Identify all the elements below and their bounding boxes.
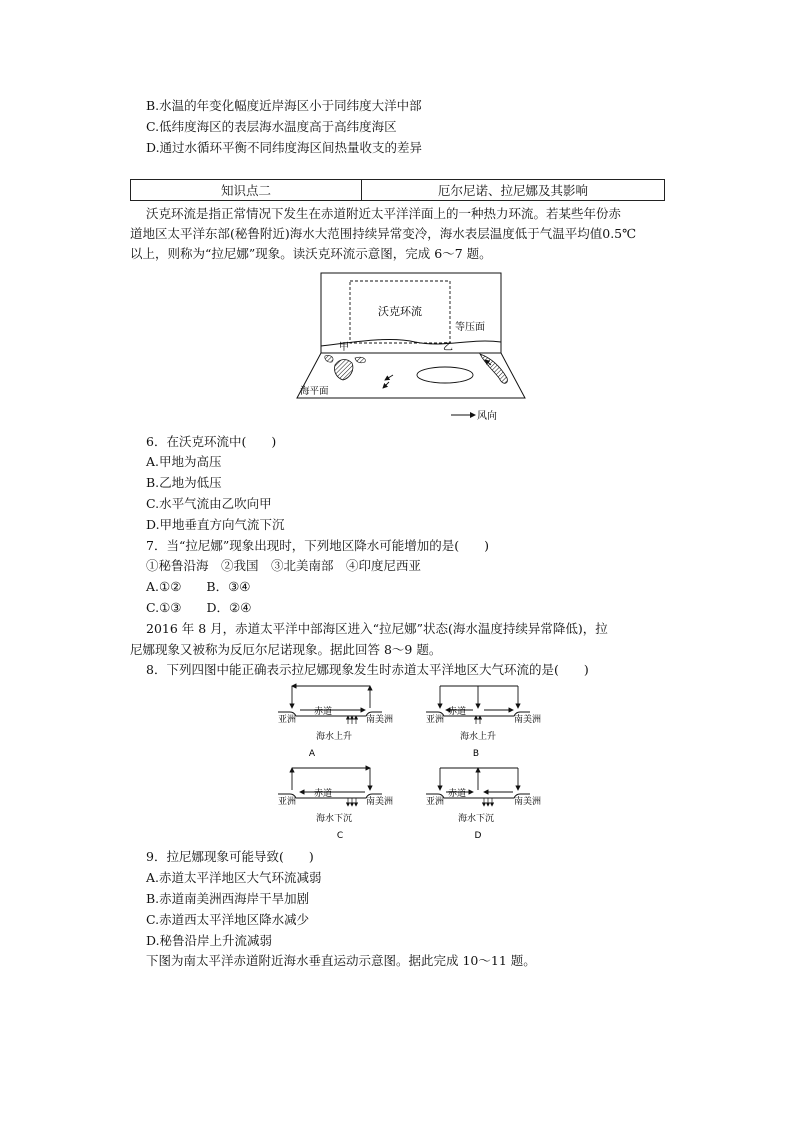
q7-options-cd: C.①③ D．②④ — [146, 600, 252, 615]
q9-option-d: D.秘鲁沿岸上升流减弱 — [146, 933, 273, 948]
walker-intro-line-3: 以上，则称为“拉尼娜”现象。读沃克环流示意图，完成 6～7 题。 — [130, 246, 492, 261]
knowledge-point-label: 知识点二 — [131, 180, 362, 200]
svg-text:亚洲: 亚洲 — [426, 715, 445, 725]
jia-label: 甲 — [339, 342, 349, 353]
q9-option-a: A.赤道太平洋地区大气环流减弱 — [146, 870, 322, 885]
q5-option-d: D.通过水循环平衡不同纬度海区间热量收支的差异 — [146, 140, 423, 155]
q6-option-a: A.甲地为高压 — [146, 454, 222, 469]
sinking-label: 海水下沉 — [316, 814, 353, 824]
q7-items: ①秘鲁沿海 ②我国 ③北美南部 ④印度尼西亚 — [146, 558, 422, 573]
australia-landmass — [334, 359, 352, 380]
ocean-current-loop — [417, 367, 473, 383]
q8-diagrams — [270, 680, 560, 845]
svg-text:赤道: 赤道 — [314, 789, 333, 799]
knowledge-point-topic: 厄尔尼诺、拉尼娜及其影响 — [437, 183, 588, 198]
q7-options-ab: A.①② B．③④ — [146, 579, 251, 594]
svg-text:海水下沉: 海水下沉 — [458, 814, 495, 824]
walker-circulation-figure — [295, 270, 535, 425]
walker-intro-line-1: 沃克环流是指正常情况下发生在赤道附近太平洋洋面上的一种热力环流。若某些年份赤 — [146, 206, 622, 221]
asia-islands — [325, 355, 333, 362]
q6-stem: 6．在沃克环流中( ) — [146, 434, 277, 449]
diagram-b-letter: B — [472, 749, 480, 759]
svg-text:南美洲: 南美洲 — [514, 797, 542, 807]
q8-stem: 8．下列四图中能正确表示拉尼娜现象发生时赤道太平洋地区大气环流的是( ) — [146, 662, 589, 677]
diagram-a-letter: A — [308, 749, 316, 759]
q9-option-c: C.赤道西太平洋地区降水减少 — [146, 912, 310, 927]
q7-stem: 7．当“拉尼娜”现象出现时，下列地区降水可能增加的是( ) — [146, 538, 489, 553]
south-america-label: 南美洲 — [366, 715, 394, 725]
walker-intro-line-2: 道地区太平洋东部(秘鲁附近)海水大范围持续异常变冷，海水表层温度低于气温平均值0.5℃ — [130, 226, 637, 241]
walker-cell-label: 沃克环流 — [378, 305, 422, 318]
wind-direction-label: 风向 — [477, 411, 497, 422]
diagram-c-letter: C — [336, 831, 344, 841]
svg-text:亚洲: 亚洲 — [426, 797, 445, 807]
outro-text: 下图为南太平洋赤道附近海水垂直运动示意图。据此完成 10～11 题。 — [146, 953, 536, 968]
indonesia-islands — [355, 357, 365, 363]
diagram-c — [278, 768, 393, 841]
q6-option-b: B.乙地为低压 — [146, 475, 222, 490]
equator-label: 赤道 — [314, 707, 333, 717]
svg-text:赤道: 赤道 — [448, 789, 467, 799]
svg-text:南美洲: 南美洲 — [366, 797, 394, 807]
q9-stem: 9．拉尼娜现象可能导致( ) — [146, 849, 314, 864]
q5-option-c: C.低纬度海区的表层海水温度高于高纬度海区 — [146, 119, 397, 134]
sea-level-label: 海平面 — [300, 386, 329, 397]
south-america-landmass — [480, 354, 507, 383]
diagram-b — [426, 686, 541, 759]
svg-text:赤道: 赤道 — [448, 707, 467, 717]
svg-text:亚洲: 亚洲 — [278, 797, 297, 807]
yi-label: 乙 — [443, 342, 453, 353]
diagram-d-letter: D — [474, 831, 482, 841]
diagram-a — [278, 686, 393, 759]
svg-text:南美洲: 南美洲 — [514, 715, 542, 725]
isobar-label: 等压面 — [455, 322, 485, 333]
lanina-intro-line-2: 尼娜现象又被称为反厄尔尼诺现象。据此回答 8～9 题。 — [130, 642, 442, 657]
q9-option-b: B.赤道南美洲西海岸干旱加剧 — [146, 891, 310, 906]
diagram-d — [426, 768, 541, 841]
q5-option-b: B.水温的年变化幅度近岸海区小于同纬度大洋中部 — [146, 98, 422, 113]
svg-text:海水上升: 海水上升 — [460, 732, 497, 742]
lanina-intro-line-1: 2016 年 8 月，赤道太平洋中部海区进入“拉尼娜”状态(海水温度持续异常降低)，拉 — [146, 621, 608, 636]
q6-option-d: D.甲地垂直方向气流下沉 — [146, 517, 285, 532]
asia-label: 亚洲 — [278, 715, 297, 725]
knowledge-point-table — [130, 179, 665, 201]
q6-option-c: C.水平气流由乙吹向甲 — [146, 496, 272, 511]
upwelling-label: 海水上升 — [316, 732, 353, 742]
